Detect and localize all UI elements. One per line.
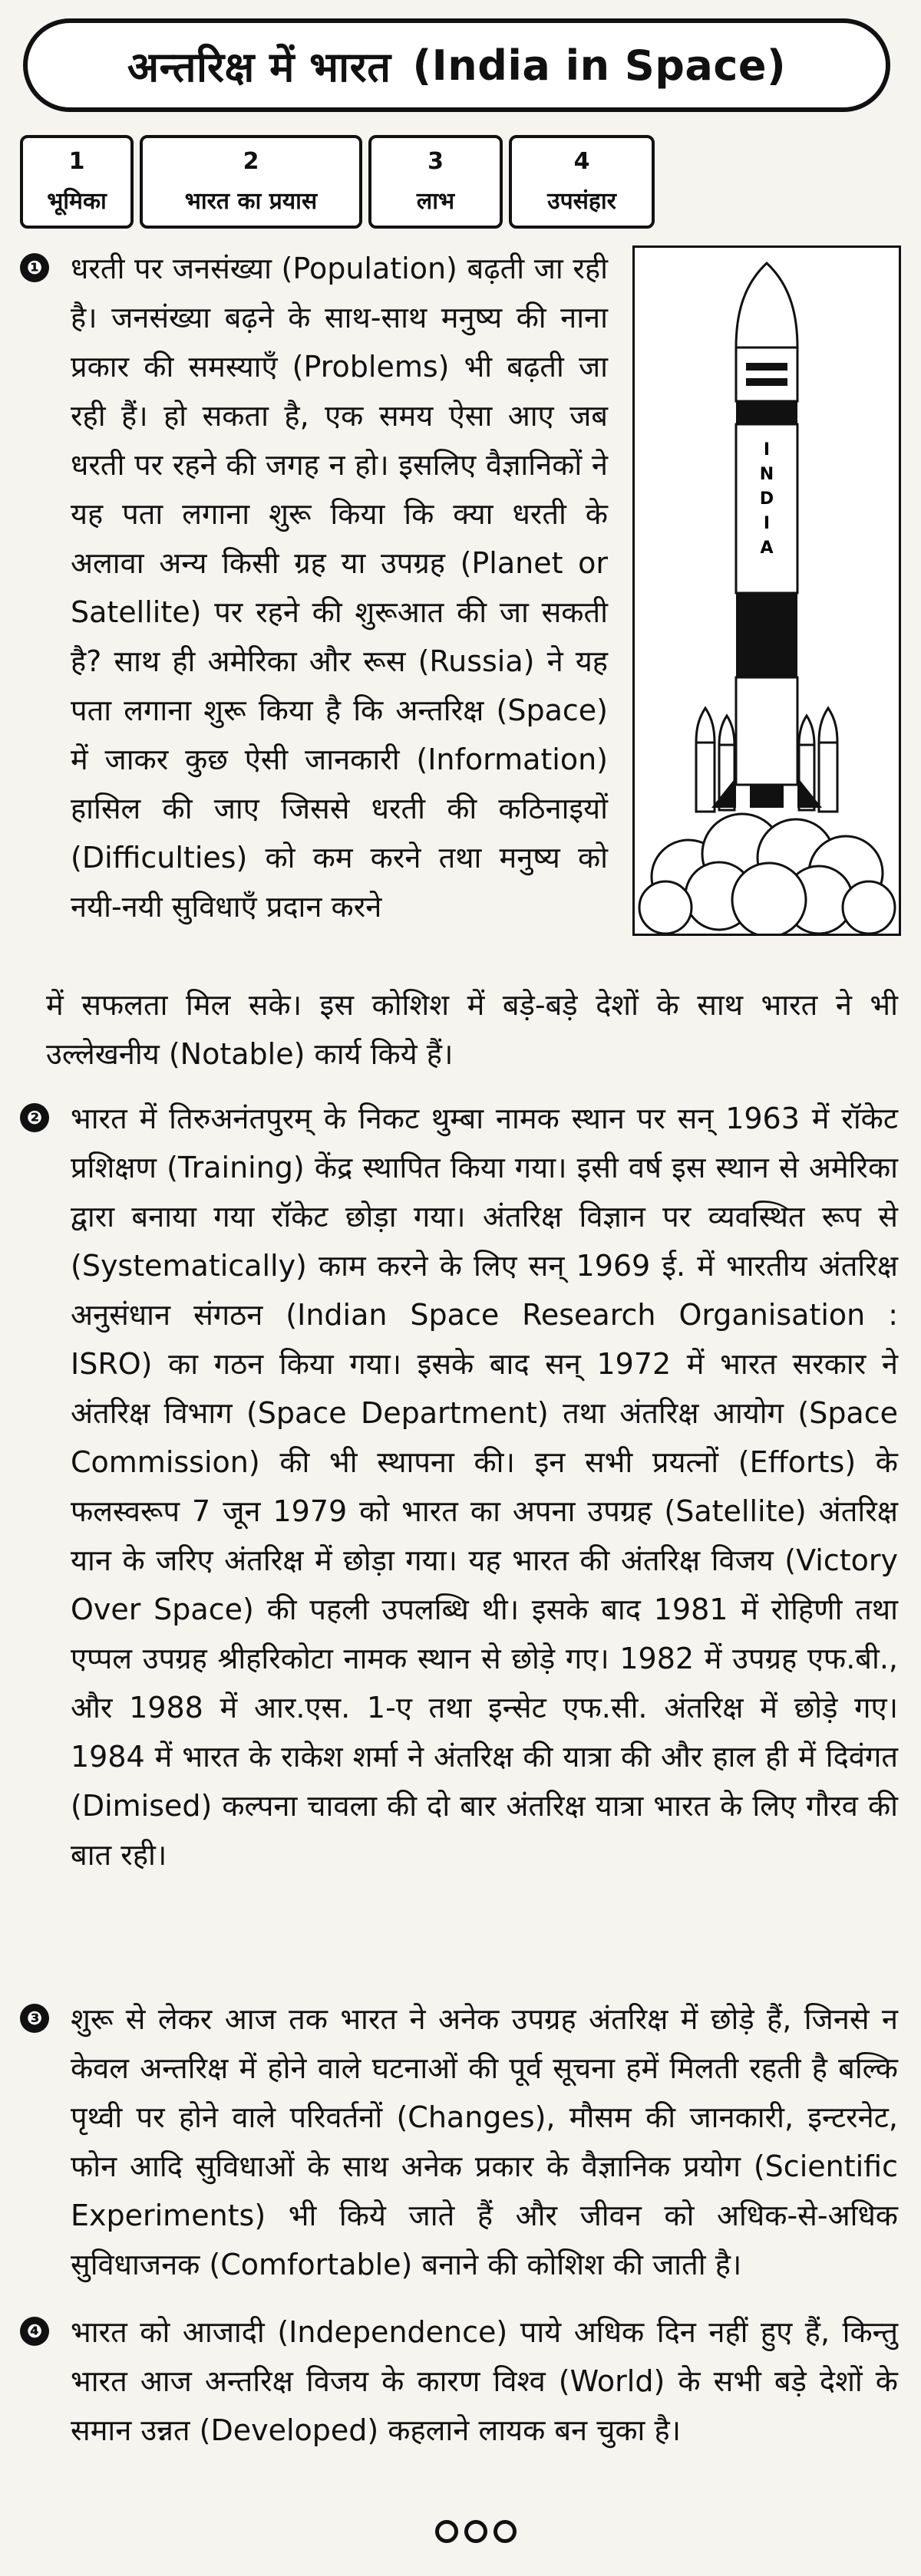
rocket-label: I N D I A xyxy=(759,440,774,558)
toc-number: 4 xyxy=(573,147,590,175)
toc-number: 1 xyxy=(68,147,85,175)
rocket-icon xyxy=(635,248,899,934)
toc-cell-3 xyxy=(368,135,503,229)
paragraph-bullet-4: ❹ xyxy=(20,2317,49,2346)
toc-number: 2 xyxy=(243,147,259,175)
paragraph-1-bottom: में सफलता मिल सके। इस कोशिश में बड़े-बड़े देशों के साथ भारत ने भी उल्लेखनीय (Notable) कार्य किये हैं। xyxy=(46,988,898,1071)
paragraph-2: भारत में तिरुअनंतपुरम् के निकट थुम्बा नामक स्थान पर सन् 1963 में रॉकेट प्रशिक्षण (Training) केंद्र स्थापित किया गया। इसी वर्ष इस स्थान से अमेरिका द्वारा बनाया गया रॉकेट छोड़ा गया। अंतरिक्ष विज्ञान पर व्यवस्थित रूप से (Systematically) काम करने के लिए सन् 1969 ई. में भारतीय अंतरिक्ष अनुसंधान संगठन (Indian Space Research Organisation : ISRO) का गठन किया गया। इसके बाद सन् 1972 में भारत सरकार ने अंतरिक्ष विभाग (Space Department) तथा अंतरिक्ष आयोग (Space Commission) की भी स्थापना की। इन सभी प्रयत्नों (Efforts) के फलस्वरूप 7 जून 1979 को भारत का अपना उपग्रह (Satellite) अंतरिक्ष यान के जरिए अंतरिक्ष में छोड़ा गया। यह भारत की अंतरिक्ष विजय (Victory Over Space) की पहली उपलब्धि थी। इसके बाद 1981 में रोहिणी तथा एप्पल उपग्रह श्रीहरिकोटा नामक स्थान से छोड़े गए। 1982 में उपग्रह एफ.बी., और 1988 में आर.एस. 1-ए तथा इन्सेट एफ.सी. अंतरिक्ष में छोड़े गए। 1984 में भारत के राकेश शर्मा ने अंतरिक्ष की यात्रा की और हाल ही में दिवंगत (Dimised) कल्पना चावला की दो बार अंतरिक्ष यात्रा भारत के लिए गौरव की बात रही। xyxy=(71,1102,898,1872)
toc-label: लाभ xyxy=(416,188,455,216)
ornament-circle xyxy=(494,2520,517,2543)
title-english: (India in Space) xyxy=(412,41,787,90)
paragraph-bullet-2: ❷ xyxy=(20,1103,49,1132)
toc-label: भूमिका xyxy=(47,188,107,216)
paragraph-bullet-3: ❸ xyxy=(20,2004,49,2033)
toc-label: उपसंहार xyxy=(547,188,616,216)
toc-cell-2 xyxy=(140,135,362,229)
toc-label: भारत का प्रयास xyxy=(184,188,318,216)
rocket-illustration xyxy=(632,245,901,936)
toc-cell-4 xyxy=(509,135,655,229)
paragraph-4: भारत को आजादी (Independence) पाये अधिक दिन नहीं हुए हैं, किन्तु भारत आज अन्तरिक्ष विजय के कारण विश्व (World) के सभी बड़े देशों के समान उन्नत (Developed) कहलाने लायक बन चुका है। xyxy=(71,2315,898,2447)
end-ornament xyxy=(430,2516,522,2547)
paragraph-bullet-1: ❶ xyxy=(20,253,49,282)
toc-number: 3 xyxy=(427,147,444,175)
paragraph-3: शुरू से लेकर आज तक भारत ने अनेक उपग्रह अंतरिक्ष में छोड़े हैं, जिनसे न केवल अन्तरिक्ष में होने वाले घटनाओं की पूर्व सूचना हमें मिलती रहती है बल्कि पृथ्वी पर होने वाले परिवर्तनों (Changes), मौसम की जानकारी, इन्टरनेट, फोन आदि सुविधाओं के साथ अनेक प्रकार के वैज्ञानिक प्रयोग (Scientific Experiments) भी किये जाते हैं और जीवन को अधिक-से-अधिक सुविधाजनक (Comfortable) बनाने की कोशिश की जाती है। xyxy=(71,2002,898,2281)
ornament-circle xyxy=(464,2520,487,2543)
paragraph-1-top: धरती पर जनसंख्या (Population) बढ़ती जा रही है। जनसंख्या बढ़ने के साथ-साथ मनुष्य की नाना प्रकार की समस्याएँ (Problems) भी बढ़ती जा रही हैं। हो सकता है, एक समय ऐसा आए जब धरती पर रहने की जगह न हो। इसलिए वैज्ञानिकों ने यह पता लगाना शुरू किया कि क्या धरती के अलावा अन्य किसी ग्रह या उपग्रह (Planet or Satellite) पर रहने की शुरूआत की जा सकती है? साथ ही अमेरिका और रूस (Russia) ने यह पता लगाना शुरू किया है कि अन्तरिक्ष (Space) में जाकर कुछ ऐसी जानकारी (Information) हासिल की जाए जिससे धरती की कठिनाइयों (Difficulties) को कम करने तथा मनुष्य को नयी-नयी सुविधाएँ प्रदान करने xyxy=(71,252,608,924)
title-hindi: अन्तरिक्ष में भारत xyxy=(127,43,391,91)
title-banner xyxy=(23,18,890,112)
section-index xyxy=(20,135,655,229)
toc-cell-1 xyxy=(20,135,134,229)
ornament-circle xyxy=(435,2520,458,2543)
